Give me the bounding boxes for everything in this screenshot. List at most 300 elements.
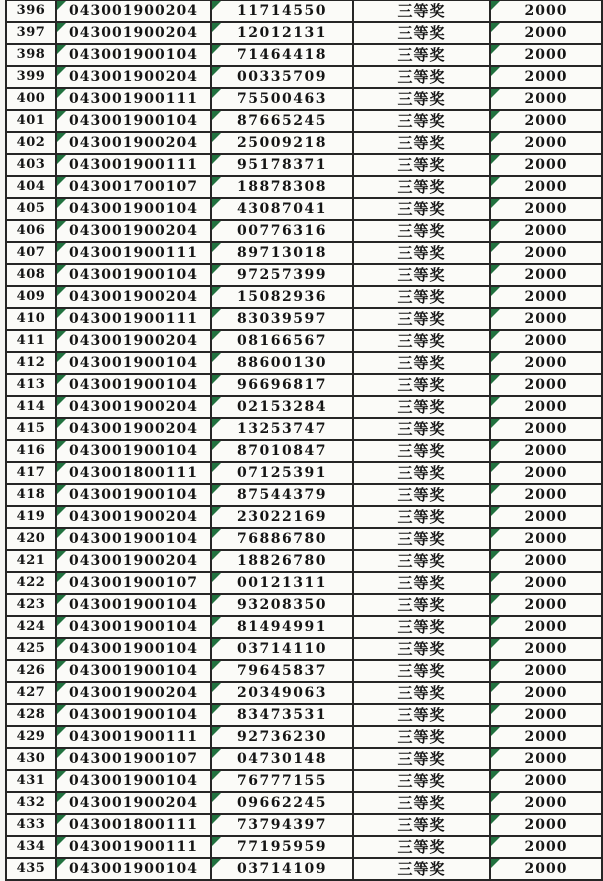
row-index-value: 398 bbox=[16, 47, 46, 62]
cell-prize-amount[interactable] bbox=[490, 682, 602, 704]
draw-code-value: 043001900104 bbox=[69, 47, 198, 63]
prize-amount-value: 2000 bbox=[524, 839, 568, 855]
number-stored-as-text-triangle-icon bbox=[57, 89, 66, 98]
cell-draw-code[interactable] bbox=[56, 44, 211, 66]
cell-ticket-number[interactable] bbox=[211, 726, 353, 748]
cell-row-index[interactable] bbox=[6, 110, 56, 132]
prize-amount-value: 2000 bbox=[524, 179, 568, 195]
cell-prize-tier[interactable] bbox=[353, 484, 490, 506]
cell-draw-code[interactable] bbox=[56, 484, 211, 506]
cell-row-index[interactable] bbox=[6, 66, 56, 88]
cell-prize-tier[interactable] bbox=[353, 660, 490, 682]
cell-draw-code[interactable] bbox=[56, 374, 211, 396]
cell-draw-code[interactable] bbox=[56, 352, 211, 374]
cell-row-index[interactable] bbox=[6, 726, 56, 748]
number-stored-as-text-triangle-icon bbox=[212, 639, 221, 648]
table-row bbox=[6, 132, 602, 154]
table-row bbox=[6, 88, 602, 110]
cell-prize-amount[interactable] bbox=[490, 726, 602, 748]
cell-row-index[interactable] bbox=[6, 506, 56, 528]
cell-prize-tier[interactable] bbox=[353, 308, 490, 330]
cell-ticket-number[interactable] bbox=[211, 264, 353, 286]
draw-code-value: 043001900104 bbox=[69, 773, 198, 789]
cell-ticket-number[interactable] bbox=[211, 0, 353, 22]
cell-draw-code[interactable] bbox=[56, 154, 211, 176]
cell-prize-tier[interactable] bbox=[353, 616, 490, 638]
prize-tier-value: 三等奖 bbox=[397, 442, 446, 460]
number-stored-as-text-triangle-icon bbox=[212, 309, 221, 318]
cell-prize-amount[interactable] bbox=[490, 132, 602, 154]
cell-draw-code[interactable] bbox=[56, 132, 211, 154]
cell-row-index[interactable] bbox=[6, 814, 56, 836]
cell-prize-amount[interactable] bbox=[490, 528, 602, 550]
table-row bbox=[6, 352, 602, 374]
table-row bbox=[6, 594, 602, 616]
prize-tier-value: 三等奖 bbox=[397, 398, 446, 416]
cell-prize-tier[interactable] bbox=[353, 440, 490, 462]
table-row bbox=[6, 616, 602, 638]
cell-ticket-number[interactable] bbox=[211, 748, 353, 770]
cell-row-index[interactable] bbox=[6, 572, 56, 594]
cell-row-index[interactable] bbox=[6, 0, 56, 22]
cell-draw-code[interactable] bbox=[56, 264, 211, 286]
cell-row-index[interactable] bbox=[6, 616, 56, 638]
number-stored-as-text-triangle-icon bbox=[491, 221, 500, 230]
cell-prize-amount[interactable] bbox=[490, 220, 602, 242]
cell-ticket-number[interactable] bbox=[211, 440, 353, 462]
draw-code-value: 043001900204 bbox=[69, 421, 198, 437]
cell-prize-amount[interactable] bbox=[490, 330, 602, 352]
row-index-value: 426 bbox=[16, 663, 46, 678]
cell-row-index[interactable] bbox=[6, 704, 56, 726]
cell-row-index[interactable] bbox=[6, 660, 56, 682]
cell-prize-amount[interactable] bbox=[490, 22, 602, 44]
cell-draw-code[interactable] bbox=[56, 748, 211, 770]
cell-ticket-number[interactable] bbox=[211, 638, 353, 660]
cell-row-index[interactable] bbox=[6, 770, 56, 792]
cell-draw-code[interactable] bbox=[56, 110, 211, 132]
cell-row-index[interactable] bbox=[6, 330, 56, 352]
draw-code-value: 043001900111 bbox=[69, 245, 198, 261]
cell-row-index[interactable] bbox=[6, 748, 56, 770]
cell-draw-code[interactable] bbox=[56, 396, 211, 418]
cell-prize-amount[interactable] bbox=[490, 264, 602, 286]
cell-ticket-number[interactable] bbox=[211, 220, 353, 242]
cell-draw-code[interactable] bbox=[56, 440, 211, 462]
number-stored-as-text-triangle-icon bbox=[57, 639, 66, 648]
cell-prize-tier[interactable] bbox=[353, 242, 490, 264]
row-index-value: 401 bbox=[16, 113, 46, 128]
table-row bbox=[6, 792, 602, 814]
cell-prize-tier[interactable] bbox=[353, 66, 490, 88]
cell-ticket-number[interactable] bbox=[211, 550, 353, 572]
row-index-value: 405 bbox=[16, 201, 46, 216]
cell-ticket-number[interactable] bbox=[211, 374, 353, 396]
cell-prize-amount[interactable] bbox=[490, 506, 602, 528]
cell-prize-amount[interactable] bbox=[490, 704, 602, 726]
cell-draw-code[interactable] bbox=[56, 858, 211, 880]
cell-prize-amount[interactable] bbox=[490, 396, 602, 418]
cell-ticket-number[interactable] bbox=[211, 572, 353, 594]
number-stored-as-text-triangle-icon bbox=[212, 67, 221, 76]
cell-ticket-number[interactable] bbox=[211, 66, 353, 88]
cell-ticket-number[interactable] bbox=[211, 858, 353, 880]
number-stored-as-text-triangle-icon bbox=[57, 837, 66, 846]
cell-ticket-number[interactable] bbox=[211, 528, 353, 550]
cell-ticket-number[interactable] bbox=[211, 176, 353, 198]
cell-row-index[interactable] bbox=[6, 44, 56, 66]
cell-prize-tier[interactable] bbox=[353, 220, 490, 242]
cell-prize-tier[interactable] bbox=[353, 0, 490, 22]
cell-ticket-number[interactable] bbox=[211, 506, 353, 528]
cell-ticket-number[interactable] bbox=[211, 22, 353, 44]
cell-ticket-number[interactable] bbox=[211, 616, 353, 638]
number-stored-as-text-triangle-icon bbox=[491, 397, 500, 406]
cell-prize-amount[interactable] bbox=[490, 440, 602, 462]
prize-tier-value: 三等奖 bbox=[397, 2, 446, 20]
cell-prize-tier[interactable] bbox=[353, 506, 490, 528]
prize-tier-value: 三等奖 bbox=[397, 354, 446, 372]
cell-row-index[interactable] bbox=[6, 594, 56, 616]
cell-prize-amount[interactable] bbox=[490, 308, 602, 330]
cell-row-index[interactable] bbox=[6, 528, 56, 550]
cell-prize-amount[interactable] bbox=[490, 484, 602, 506]
cell-prize-tier[interactable] bbox=[353, 638, 490, 660]
cell-draw-code[interactable] bbox=[56, 638, 211, 660]
number-stored-as-text-triangle-icon bbox=[212, 595, 221, 604]
cell-prize-tier[interactable] bbox=[353, 462, 490, 484]
cell-ticket-number[interactable] bbox=[211, 198, 353, 220]
cell-prize-tier[interactable] bbox=[353, 858, 490, 880]
cell-draw-code[interactable] bbox=[56, 550, 211, 572]
cell-row-index[interactable] bbox=[6, 836, 56, 858]
cell-row-index[interactable] bbox=[6, 286, 56, 308]
prize-tier-value: 三等奖 bbox=[397, 156, 446, 174]
number-stored-as-text-triangle-icon bbox=[491, 749, 500, 758]
cell-draw-code[interactable] bbox=[56, 418, 211, 440]
ticket-number-value: 97257399 bbox=[237, 267, 327, 283]
cell-row-index[interactable] bbox=[6, 264, 56, 286]
table-row bbox=[6, 264, 602, 286]
cell-row-index[interactable] bbox=[6, 462, 56, 484]
cell-prize-amount[interactable] bbox=[490, 572, 602, 594]
cell-row-index[interactable] bbox=[6, 88, 56, 110]
cell-draw-code[interactable] bbox=[56, 66, 211, 88]
cell-prize-tier[interactable] bbox=[353, 352, 490, 374]
number-stored-as-text-triangle-icon bbox=[212, 463, 221, 472]
cell-prize-tier[interactable] bbox=[353, 572, 490, 594]
ticket-number-value: 83039597 bbox=[237, 311, 327, 327]
cell-row-index[interactable] bbox=[6, 484, 56, 506]
number-stored-as-text-triangle-icon bbox=[57, 573, 66, 582]
cell-prize-amount[interactable] bbox=[490, 176, 602, 198]
cell-ticket-number[interactable] bbox=[211, 462, 353, 484]
number-stored-as-text-triangle-icon bbox=[491, 45, 500, 54]
cell-draw-code[interactable] bbox=[56, 594, 211, 616]
number-stored-as-text-triangle-icon bbox=[491, 23, 500, 32]
cell-row-index[interactable] bbox=[6, 132, 56, 154]
cell-prize-tier[interactable] bbox=[353, 748, 490, 770]
cell-ticket-number[interactable] bbox=[211, 792, 353, 814]
cell-ticket-number[interactable] bbox=[211, 704, 353, 726]
cell-prize-tier[interactable] bbox=[353, 330, 490, 352]
cell-draw-code[interactable] bbox=[56, 660, 211, 682]
cell-row-index[interactable] bbox=[6, 242, 56, 264]
cell-draw-code[interactable] bbox=[56, 792, 211, 814]
row-index-value: 414 bbox=[16, 399, 46, 414]
spreadsheet-table-region bbox=[5, 0, 601, 881]
cell-prize-amount[interactable] bbox=[490, 44, 602, 66]
cell-prize-amount[interactable] bbox=[490, 462, 602, 484]
cell-row-index[interactable] bbox=[6, 858, 56, 880]
draw-code-value: 043001900104 bbox=[69, 355, 198, 371]
cell-ticket-number[interactable] bbox=[211, 814, 353, 836]
ticket-number-value: 15082936 bbox=[237, 289, 327, 305]
number-stored-as-text-triangle-icon bbox=[212, 573, 221, 582]
number-stored-as-text-triangle-icon bbox=[57, 661, 66, 670]
cell-prize-amount[interactable] bbox=[490, 770, 602, 792]
cell-draw-code[interactable] bbox=[56, 220, 211, 242]
cell-draw-code[interactable] bbox=[56, 22, 211, 44]
ticket-number-value: 79645837 bbox=[237, 663, 327, 679]
cell-ticket-number[interactable] bbox=[211, 110, 353, 132]
row-index-value: 396 bbox=[16, 3, 46, 18]
cell-draw-code[interactable] bbox=[56, 308, 211, 330]
cell-draw-code[interactable] bbox=[56, 770, 211, 792]
cell-row-index[interactable] bbox=[6, 638, 56, 660]
cell-prize-tier[interactable] bbox=[353, 792, 490, 814]
prize-amount-value: 2000 bbox=[524, 487, 568, 503]
cell-prize-tier[interactable] bbox=[353, 814, 490, 836]
table-row bbox=[6, 286, 602, 308]
cell-prize-tier[interactable] bbox=[353, 836, 490, 858]
cell-ticket-number[interactable] bbox=[211, 484, 353, 506]
cell-prize-tier[interactable] bbox=[353, 594, 490, 616]
cell-prize-tier[interactable] bbox=[353, 154, 490, 176]
cell-draw-code[interactable] bbox=[56, 704, 211, 726]
row-index-value: 416 bbox=[16, 443, 46, 458]
cell-prize-amount[interactable] bbox=[490, 154, 602, 176]
cell-ticket-number[interactable] bbox=[211, 132, 353, 154]
number-stored-as-text-triangle-icon bbox=[212, 375, 221, 384]
cell-prize-amount[interactable] bbox=[490, 0, 602, 22]
number-stored-as-text-triangle-icon bbox=[212, 243, 221, 252]
cell-ticket-number[interactable] bbox=[211, 88, 353, 110]
cell-prize-tier[interactable] bbox=[353, 286, 490, 308]
draw-code-value: 043001900104 bbox=[69, 113, 198, 129]
prize-tier-value: 三等奖 bbox=[397, 772, 446, 790]
cell-prize-amount[interactable] bbox=[490, 638, 602, 660]
number-stored-as-text-triangle-icon bbox=[212, 397, 221, 406]
draw-code-value: 043001900204 bbox=[69, 685, 198, 701]
prize-tier-value: 三等奖 bbox=[397, 486, 446, 504]
number-stored-as-text-triangle-icon bbox=[212, 1, 221, 10]
prize-tier-value: 三等奖 bbox=[397, 552, 446, 570]
draw-code-value: 043001900104 bbox=[69, 267, 198, 283]
cell-draw-code[interactable] bbox=[56, 616, 211, 638]
number-stored-as-text-triangle-icon bbox=[491, 529, 500, 538]
cell-draw-code[interactable] bbox=[56, 198, 211, 220]
number-stored-as-text-triangle-icon bbox=[491, 133, 500, 142]
cell-prize-tier[interactable] bbox=[353, 264, 490, 286]
cell-ticket-number[interactable] bbox=[211, 660, 353, 682]
cell-prize-amount[interactable] bbox=[490, 858, 602, 880]
cell-prize-amount[interactable] bbox=[490, 616, 602, 638]
cell-draw-code[interactable] bbox=[56, 242, 211, 264]
table-row bbox=[6, 22, 602, 44]
prize-amount-value: 2000 bbox=[524, 135, 568, 151]
row-index-value: 428 bbox=[16, 707, 46, 722]
draw-code-value: 043001900104 bbox=[69, 663, 198, 679]
cell-draw-code[interactable] bbox=[56, 286, 211, 308]
cell-prize-amount[interactable] bbox=[490, 792, 602, 814]
ticket-number-value: 04730148 bbox=[237, 751, 327, 767]
draw-code-value: 043001900204 bbox=[69, 25, 198, 41]
number-stored-as-text-triangle-icon bbox=[57, 331, 66, 340]
cell-prize-amount[interactable] bbox=[490, 198, 602, 220]
cell-prize-tier[interactable] bbox=[353, 22, 490, 44]
cell-prize-amount[interactable] bbox=[490, 550, 602, 572]
cell-prize-tier[interactable] bbox=[353, 176, 490, 198]
cell-row-index[interactable] bbox=[6, 396, 56, 418]
cell-prize-tier[interactable] bbox=[353, 682, 490, 704]
draw-code-value: 043001900111 bbox=[69, 729, 198, 745]
cell-ticket-number[interactable] bbox=[211, 330, 353, 352]
number-stored-as-text-triangle-icon bbox=[212, 793, 221, 802]
draw-code-value: 043001900204 bbox=[69, 3, 198, 19]
ticket-number-value: 09662245 bbox=[237, 795, 327, 811]
row-index-value: 422 bbox=[16, 575, 46, 590]
cell-ticket-number[interactable] bbox=[211, 594, 353, 616]
cell-ticket-number[interactable] bbox=[211, 682, 353, 704]
cell-draw-code[interactable] bbox=[56, 836, 211, 858]
cell-row-index[interactable] bbox=[6, 792, 56, 814]
cell-prize-tier[interactable] bbox=[353, 770, 490, 792]
cell-prize-amount[interactable] bbox=[490, 88, 602, 110]
cell-prize-amount[interactable] bbox=[490, 660, 602, 682]
cell-prize-tier[interactable] bbox=[353, 418, 490, 440]
draw-code-value: 043001900107 bbox=[69, 751, 198, 767]
prize-amount-value: 2000 bbox=[524, 685, 568, 701]
cell-prize-amount[interactable] bbox=[490, 748, 602, 770]
draw-code-value: 043001900104 bbox=[69, 641, 198, 657]
cell-prize-tier[interactable] bbox=[353, 528, 490, 550]
cell-row-index[interactable] bbox=[6, 418, 56, 440]
number-stored-as-text-triangle-icon bbox=[212, 199, 221, 208]
number-stored-as-text-triangle-icon bbox=[57, 529, 66, 538]
number-stored-as-text-triangle-icon bbox=[212, 859, 221, 868]
number-stored-as-text-triangle-icon bbox=[212, 507, 221, 516]
cell-prize-tier[interactable] bbox=[353, 396, 490, 418]
number-stored-as-text-triangle-icon bbox=[491, 155, 500, 164]
cell-row-index[interactable] bbox=[6, 308, 56, 330]
cell-row-index[interactable] bbox=[6, 22, 56, 44]
cell-row-index[interactable] bbox=[6, 352, 56, 374]
number-stored-as-text-triangle-icon bbox=[57, 67, 66, 76]
cell-ticket-number[interactable] bbox=[211, 308, 353, 330]
cell-prize-tier[interactable] bbox=[353, 132, 490, 154]
cell-prize-amount[interactable] bbox=[490, 836, 602, 858]
cell-row-index[interactable] bbox=[6, 374, 56, 396]
number-stored-as-text-triangle-icon bbox=[212, 617, 221, 626]
cell-prize-tier[interactable] bbox=[353, 704, 490, 726]
cell-draw-code[interactable] bbox=[56, 330, 211, 352]
cell-prize-tier[interactable] bbox=[353, 198, 490, 220]
cell-prize-tier[interactable] bbox=[353, 110, 490, 132]
cell-prize-amount[interactable] bbox=[490, 594, 602, 616]
table-row bbox=[6, 374, 602, 396]
cell-ticket-number[interactable] bbox=[211, 418, 353, 440]
draw-code-value: 043001900104 bbox=[69, 487, 198, 503]
number-stored-as-text-triangle-icon bbox=[212, 45, 221, 54]
cell-draw-code[interactable] bbox=[56, 814, 211, 836]
cell-draw-code[interactable] bbox=[56, 176, 211, 198]
cell-row-index[interactable] bbox=[6, 176, 56, 198]
cell-draw-code[interactable] bbox=[56, 0, 211, 22]
cell-prize-amount[interactable] bbox=[490, 352, 602, 374]
prize-tier-value: 三等奖 bbox=[397, 464, 446, 482]
cell-ticket-number[interactable] bbox=[211, 154, 353, 176]
cell-prize-amount[interactable] bbox=[490, 374, 602, 396]
cell-ticket-number[interactable] bbox=[211, 396, 353, 418]
cell-prize-tier[interactable] bbox=[353, 374, 490, 396]
cell-draw-code[interactable] bbox=[56, 462, 211, 484]
cell-draw-code[interactable] bbox=[56, 572, 211, 594]
cell-row-index[interactable] bbox=[6, 440, 56, 462]
cell-ticket-number[interactable] bbox=[211, 44, 353, 66]
cell-ticket-number[interactable] bbox=[211, 242, 353, 264]
cell-prize-amount[interactable] bbox=[490, 286, 602, 308]
cell-ticket-number[interactable] bbox=[211, 352, 353, 374]
table-row bbox=[6, 440, 602, 462]
cell-ticket-number[interactable] bbox=[211, 836, 353, 858]
prize-tier-value: 三等奖 bbox=[397, 574, 446, 592]
number-stored-as-text-triangle-icon bbox=[57, 243, 66, 252]
cell-prize-amount[interactable] bbox=[490, 110, 602, 132]
cell-row-index[interactable] bbox=[6, 154, 56, 176]
prize-amount-value: 2000 bbox=[524, 553, 568, 569]
cell-draw-code[interactable] bbox=[56, 726, 211, 748]
cell-ticket-number[interactable] bbox=[211, 286, 353, 308]
prize-tier-value: 三等奖 bbox=[397, 420, 446, 438]
number-stored-as-text-triangle-icon bbox=[57, 419, 66, 428]
draw-code-value: 043001900104 bbox=[69, 619, 198, 635]
number-stored-as-text-triangle-icon bbox=[57, 397, 66, 406]
cell-prize-amount[interactable] bbox=[490, 66, 602, 88]
cell-ticket-number[interactable] bbox=[211, 770, 353, 792]
cell-prize-amount[interactable] bbox=[490, 418, 602, 440]
cell-draw-code[interactable] bbox=[56, 506, 211, 528]
cell-prize-tier[interactable] bbox=[353, 88, 490, 110]
cell-draw-code[interactable] bbox=[56, 528, 211, 550]
cell-row-index[interactable] bbox=[6, 682, 56, 704]
cell-prize-tier[interactable] bbox=[353, 726, 490, 748]
table-row bbox=[6, 660, 602, 682]
cell-draw-code[interactable] bbox=[56, 88, 211, 110]
cell-prize-tier[interactable] bbox=[353, 550, 490, 572]
cell-row-index[interactable] bbox=[6, 220, 56, 242]
cell-row-index[interactable] bbox=[6, 198, 56, 220]
cell-prize-amount[interactable] bbox=[490, 814, 602, 836]
number-stored-as-text-triangle-icon bbox=[57, 375, 66, 384]
number-stored-as-text-triangle-icon bbox=[212, 771, 221, 780]
cell-row-index[interactable] bbox=[6, 550, 56, 572]
cell-draw-code[interactable] bbox=[56, 682, 211, 704]
cell-prize-amount[interactable] bbox=[490, 242, 602, 264]
number-stored-as-text-triangle-icon bbox=[212, 661, 221, 670]
cell-prize-tier[interactable] bbox=[353, 44, 490, 66]
table-row bbox=[6, 638, 602, 660]
